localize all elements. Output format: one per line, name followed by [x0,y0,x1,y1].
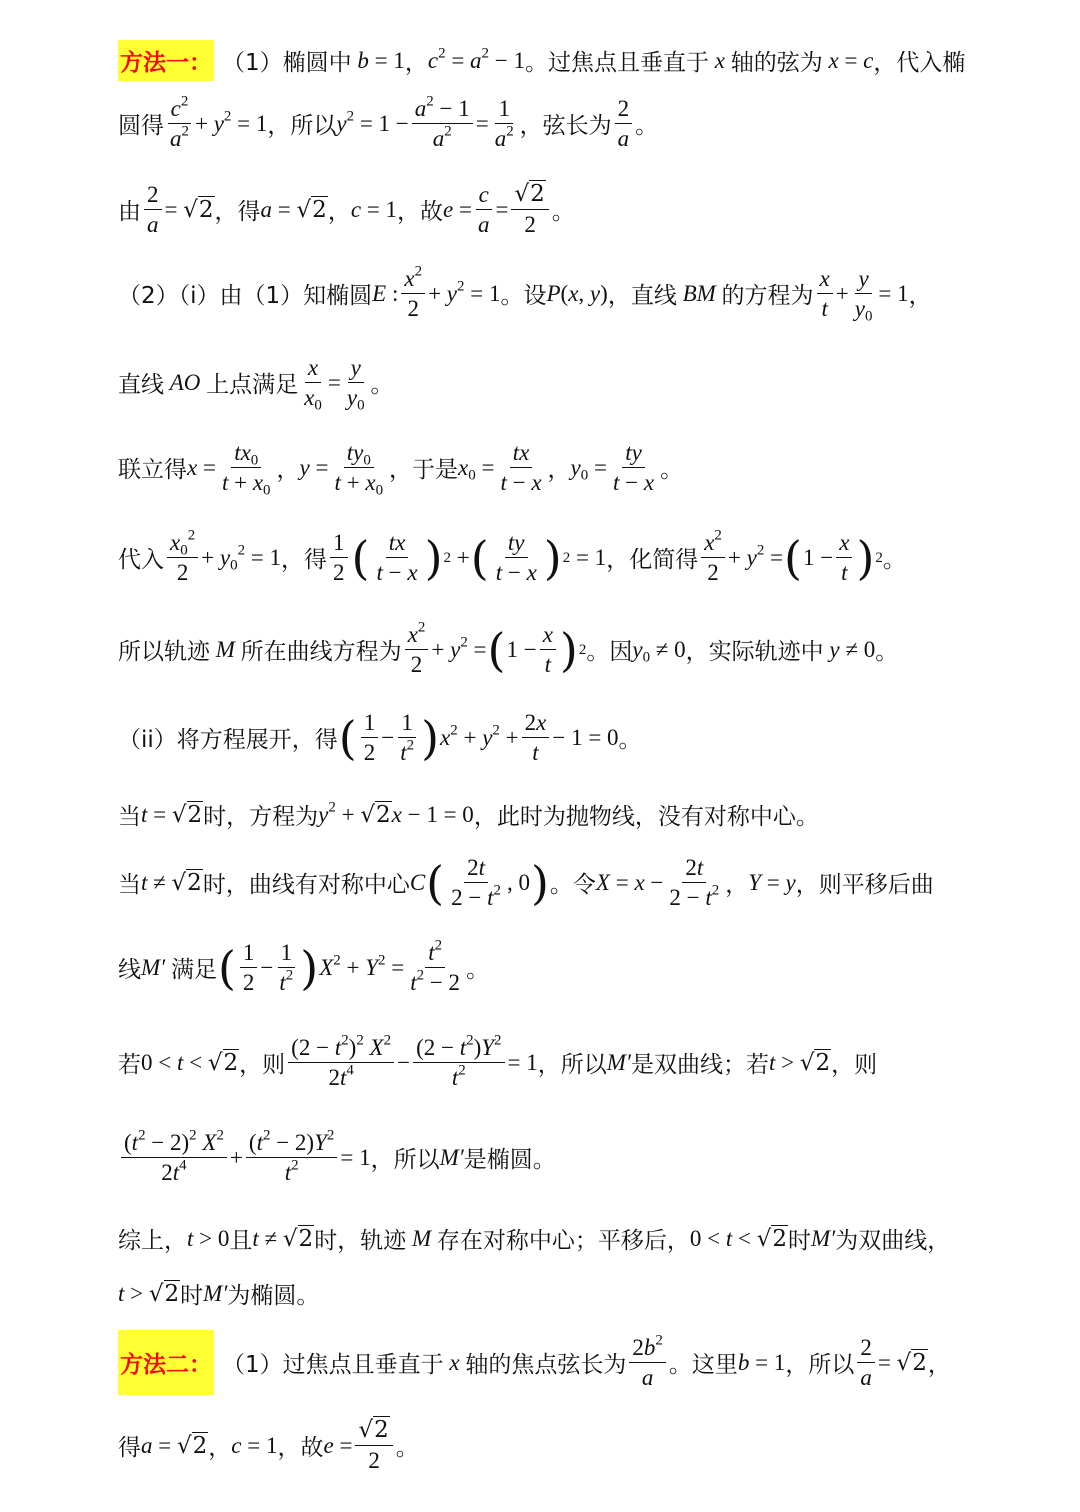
line-5: 直线 AO 上点满足 $\frac{x}{x_0}$ = $\frac{y}{y_0}$ 。 [118,355,394,414]
line-18: 得 a = √2 ， c = 1 ，故 e = $\frac{√2}{2}$ 。 [118,1417,419,1474]
line-9: （ii）将方程展开，得 ( $\frac{1}{2}$ − $\frac{1}{t^2}$ ) $x^2 + y^2$ + $\frac{2x}{t}$ − 1 = 0 。 [118,710,642,766]
method-two-label: 方法二： [118,1330,214,1395]
line-15: 综上， t > 0 且 t ≠ √2 时，轨迹 M 存在对称中心；平移后， 0 < t < √2 时 M′ 为双曲线， [118,1225,951,1254]
line-7: 代入 $\frac{x_0^2}{2}$ + $y_0^2 = 1$ ，得 $\frac{1}{2}$ ( $\frac{tx}{t - x}$ ) 2 + ( $\frac{ty}{t - x}$ ) 2 = 1 ，化简得 $\frac{x^2}{2}$ + $y^2$ = ( 1 − $\frac{x}{t}$ ) 2 。 [118,527,906,586]
line-6: 联立得 x = $\frac{tx_0}{t + x_0}$ ， y = $\frac{ty_0}{t + x_0}$ ，于是 $x_0$ = $\frac{tx}{t - x}$ ， $y_0$ = $\frac{ty}{t - x}$ 。 [118,440,684,499]
line-10: 当 t = √2 时，方程为 $y^2$ + √2 x − 1 = 0 ，此时为抛物线，没有对称中心。 [118,799,819,830]
method-one-label: 方法一： [118,40,214,81]
line-4: （2）（i）由（1）知椭圆 E : $\frac{x^2}{2}$ + $y^2 = 1$ 。设 P(x, y) ，直线 BM 的方程为 $\frac{x}{t}$ + $\frac{y}{y_0}$ = 1 ， [118,263,932,325]
line-17: 方法二： （1）过焦点且垂直于 x 轴的焦点弦长为 $\frac{2b^2}{a}$ 。这里 b = 1 ，所以 $\frac{2}{a}$ = √2 ， [118,1330,1010,1395]
line-12: 线 M′ 满足 ( $\frac{1}{2}$ − $\frac{1}{t^2}$ ) $X^2 + Y^2$ = $\frac{t^2}{t^2 - 2}$ 。 [118,937,490,996]
line-16: t > √2 时 M′ 为椭圆。 [118,1280,320,1309]
line-8: 所以轨迹 M 所在曲线方程为 $\frac{x^2}{2}$ + $y^2$ = ( 1 − $\frac{x}{t}$ ) 2 。因 $y_0 \ne 0$ ，实际轨迹中 y ≠ 0 。 [118,619,899,678]
line-14: $\frac{(t^2 - 2)^2 X^2}{2t^4}$ + $\frac{(t^2 - 2)Y^2}{t^2}$ = 1 ，所以 M′ 是椭圆。 [118,1130,1010,1186]
line-2: 圆得 $\frac{c^2}{a^2}$ + $y^2 = 1$ ，所以 $y^2 = 1$ − $\frac{a^2 - 1}{a^2}$ = $\frac{1}{a^2}$ ，弦长为 $\frac{2}{a}$ 。 [118,93,659,152]
line-13: 若 0 < t < √2 ，则 $\frac{(2 - t^2)^2 X^2}{2t^4}$ − $\frac{(2 - t^2)Y^2}{t^2}$ = 1 ，所以 M′ 是双曲线；若 t > √2 ，则 [118,1032,878,1091]
line-11: 当 t ≠ √2 时，曲线有对称中心 C ( $\frac{2t}{2 - t^2}$ , 0 ) 。令 X = x − $\frac{2t}{2 - t^2}$ ， Y = y ，则平移后曲 [118,855,934,911]
line-3: 由 $\frac{2}{a}$ = √2 ，得 a = √2 ， c = 1 ，故 e = $\frac{c}{a}$ = $\frac{√2}{2}$ 。 [118,181,575,238]
line-1: 方法一： （1）椭圆中 b = 1 ， $c^2 = a^2 - 1$ 。 过焦点且垂直于 x 轴的弦为 x = c ，代入椭 [118,40,1010,81]
